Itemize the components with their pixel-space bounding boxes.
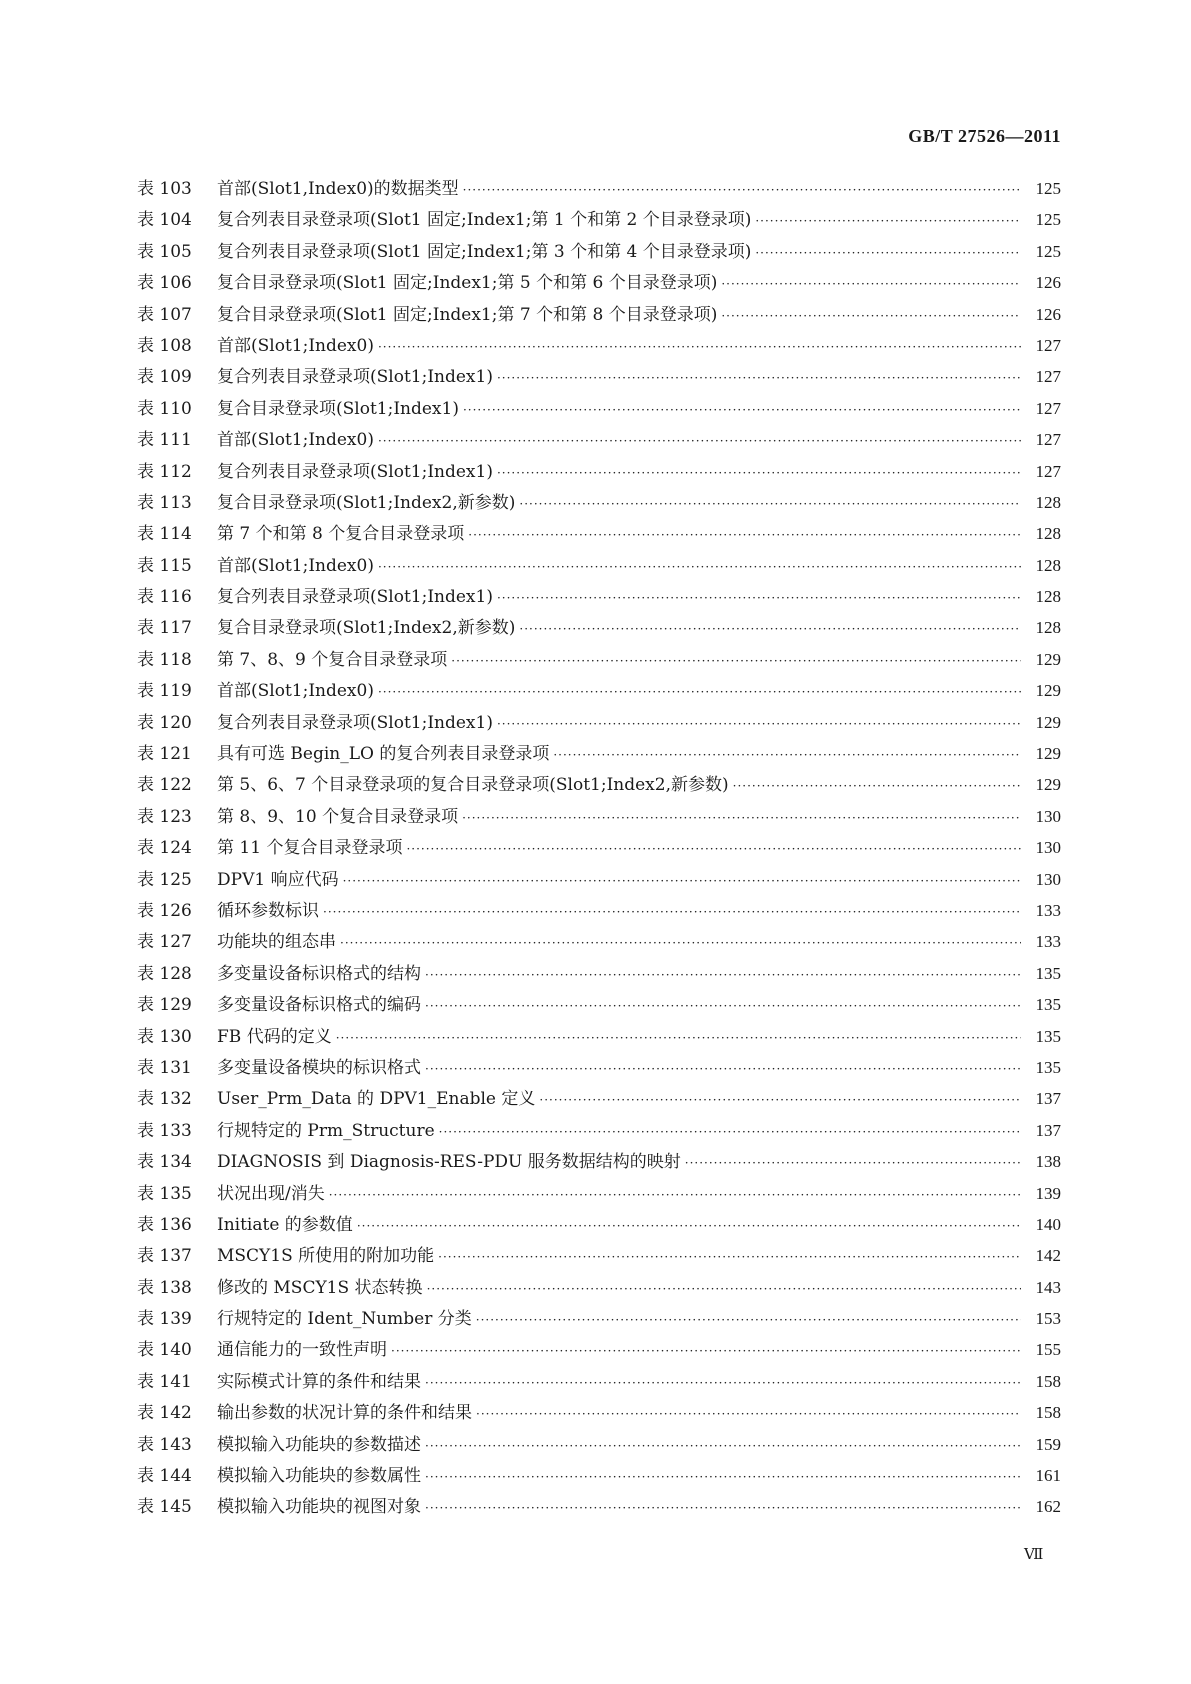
toc-entry-page-number: 135 xyxy=(1035,1026,1061,1046)
toc-entry[interactable] xyxy=(137,618,1061,649)
dot-leader xyxy=(336,1028,1021,1048)
toc-entry-page-number: 126 xyxy=(1035,273,1061,293)
dot-leader xyxy=(425,1467,1021,1487)
toc-entry-page-number: 127 xyxy=(1035,367,1061,387)
toc-entry[interactable] xyxy=(137,681,1061,712)
toc-entry[interactable] xyxy=(137,1089,1061,1120)
dot-leader xyxy=(462,808,1021,828)
toc-entry-label: 表 116 xyxy=(137,587,192,608)
toc-entry-page-number: 138 xyxy=(1035,1152,1061,1172)
toc-entry[interactable] xyxy=(137,807,1061,838)
toc-entry-label: 表 127 xyxy=(137,932,192,953)
toc-entry[interactable] xyxy=(137,744,1061,775)
toc-entry[interactable] xyxy=(137,1466,1061,1497)
dot-leader xyxy=(329,1185,1021,1205)
toc-entry-label: 表 138 xyxy=(137,1277,192,1298)
toc-entry-label: 表 125 xyxy=(137,869,192,890)
toc-entry-title: 复合目录登录项(Slot1;Index2,新参数) xyxy=(217,618,516,639)
toc-entry-label: 表 139 xyxy=(137,1309,192,1330)
toc-entry-page-number: 143 xyxy=(1035,1277,1061,1297)
toc-entry-title: 第 7 个和第 8 个复合目录登录项 xyxy=(217,524,465,545)
toc-entry-label: 表 114 xyxy=(137,524,192,545)
toc-entry-title: 实际模式计算的条件和结果 xyxy=(217,1371,421,1392)
toc-entry-page-number: 127 xyxy=(1035,398,1061,418)
toc-entry-label: 表 141 xyxy=(137,1371,192,1392)
toc-entry-title: 首部(Slot1;Index0) xyxy=(217,555,374,576)
toc-entry-title: 多变量设备标识格式的结构 xyxy=(217,963,421,984)
toc-entry-page-number: 127 xyxy=(1035,461,1061,481)
toc-entry-title: 第 8、9、10 个复合目录登录项 xyxy=(217,806,459,827)
dot-leader xyxy=(427,1279,1021,1299)
toc-entry-page-number: 128 xyxy=(1035,524,1061,544)
dot-leader xyxy=(323,902,1021,922)
toc-entry[interactable] xyxy=(137,1372,1061,1403)
dot-leader xyxy=(406,839,1021,859)
toc-entry[interactable] xyxy=(137,305,1061,336)
dot-leader xyxy=(685,1153,1021,1173)
toc-entry-page-number: 137 xyxy=(1035,1120,1061,1140)
toc-entry[interactable] xyxy=(137,493,1061,524)
toc-entry-page-number: 129 xyxy=(1035,775,1061,795)
toc-entry-title: Initiate 的参数值 xyxy=(217,1214,353,1235)
toc-entry-page-number: 130 xyxy=(1035,806,1061,826)
toc-entry-label: 表 140 xyxy=(137,1340,192,1361)
toc-entry[interactable] xyxy=(137,524,1061,555)
toc-entry-page-number: 162 xyxy=(1035,1497,1061,1517)
toc-entry-title: 模拟输入功能块的参数描述 xyxy=(217,1434,421,1455)
dot-leader xyxy=(519,619,1021,639)
toc-entry-label: 表 112 xyxy=(137,461,192,482)
toc-entry[interactable] xyxy=(137,1246,1061,1277)
toc-entry-title: DPV1 响应代码 xyxy=(217,869,339,890)
toc-entry-label: 表 118 xyxy=(137,649,192,670)
dot-leader xyxy=(425,1436,1021,1456)
dot-leader xyxy=(378,557,1021,577)
dot-leader xyxy=(425,1498,1021,1518)
toc-entry[interactable] xyxy=(137,179,1061,210)
toc-entry[interactable] xyxy=(137,367,1061,398)
toc-entry-title: 首部(Slot1;Index0) xyxy=(217,681,374,702)
toc-entry-label: 表 136 xyxy=(137,1214,192,1235)
dot-leader xyxy=(343,871,1021,891)
toc-entry-title: 复合目录登录项(Slot1;Index1) xyxy=(217,398,459,419)
toc-entry[interactable] xyxy=(137,210,1061,241)
dot-leader xyxy=(463,400,1021,420)
toc-entry[interactable] xyxy=(137,1309,1061,1340)
toc-entry-title: 复合列表目录登录项(Slot1;Index1) xyxy=(217,587,493,608)
toc-entry-label: 表 106 xyxy=(137,273,192,294)
toc-entry-title: 第 5、6、7 个目录登录项的复合目录登录项(Slot1;Index2,新参数) xyxy=(217,775,729,796)
toc-entry-page-number: 129 xyxy=(1035,712,1061,732)
toc-entry[interactable] xyxy=(137,1403,1061,1434)
toc-entry-page-number: 133 xyxy=(1035,932,1061,952)
toc-entry-label: 表 135 xyxy=(137,1183,192,1204)
dot-leader xyxy=(539,1090,1021,1110)
toc-entry-page-number: 158 xyxy=(1035,1403,1061,1423)
toc-entry[interactable] xyxy=(137,995,1061,1026)
dot-leader xyxy=(733,776,1021,796)
dot-leader xyxy=(476,1404,1021,1424)
toc-entry-page-number: 130 xyxy=(1035,869,1061,889)
toc-entry-title: 模拟输入功能块的视图对象 xyxy=(217,1497,421,1518)
toc-entry-page-number: 158 xyxy=(1035,1371,1061,1391)
dot-leader xyxy=(425,1059,1021,1079)
dot-leader xyxy=(468,525,1021,545)
toc-entry-page-number: 129 xyxy=(1035,744,1061,764)
toc-entry[interactable] xyxy=(137,399,1061,430)
toc-entry-page-number: 127 xyxy=(1035,430,1061,450)
toc-entry-page-number: 159 xyxy=(1035,1434,1061,1454)
toc-entry-label: 表 142 xyxy=(137,1403,192,1424)
toc-entry-label: 表 117 xyxy=(137,618,192,639)
toc-entry-title: 首部(Slot1,Index0)的数据类型 xyxy=(217,179,459,199)
toc-entry-page-number: 135 xyxy=(1035,995,1061,1015)
toc-entry-label: 表 129 xyxy=(137,995,192,1016)
toc-entry-label: 表 126 xyxy=(137,900,192,921)
dot-leader xyxy=(476,1310,1021,1330)
toc-entry[interactable] xyxy=(137,242,1061,273)
toc-entry[interactable] xyxy=(137,932,1061,963)
toc-entry-title: 复合列表目录登录项(Slot1;Index1) xyxy=(217,367,493,388)
toc-entry-label: 表 132 xyxy=(137,1089,192,1110)
toc-entry-title: 多变量设备标识格式的编码 xyxy=(217,995,421,1016)
toc-entry-label: 表 104 xyxy=(137,210,192,231)
toc-entry-label: 表 143 xyxy=(137,1434,192,1455)
toc-entry[interactable] xyxy=(137,430,1061,461)
standard-number: GB/T 27526—2011 xyxy=(908,126,1061,146)
toc-entry-label: 表 105 xyxy=(137,241,192,262)
toc-entry-title: 首部(Slot1;Index0) xyxy=(217,335,374,356)
toc-entry-title: 状况出现/消失 xyxy=(217,1183,325,1204)
toc-entry[interactable] xyxy=(137,273,1061,304)
toc-entry-label: 表 128 xyxy=(137,963,192,984)
toc-entry-page-number: 135 xyxy=(1035,1057,1061,1077)
toc-entry-label: 表 137 xyxy=(137,1246,192,1267)
toc-entry-page-number: 133 xyxy=(1035,900,1061,920)
toc-entry-title: 具有可选 Begin_LO 的复合列表目录登录项 xyxy=(217,744,550,765)
toc-entry-title: 行规特定的 Prm_Structure xyxy=(217,1120,435,1141)
toc-entry-page-number: 137 xyxy=(1035,1089,1061,1109)
dot-leader xyxy=(721,306,1021,326)
toc-entry-label: 表 131 xyxy=(137,1057,192,1078)
dot-leader xyxy=(463,180,1021,200)
dot-leader xyxy=(425,1373,1021,1393)
toc-entry-page-number: 135 xyxy=(1035,963,1061,983)
toc-entry-label: 表 124 xyxy=(137,838,192,859)
dot-leader xyxy=(357,1216,1021,1236)
toc-entry-title: 复合列表目录登录项(Slot1;Index1) xyxy=(217,712,493,733)
toc-entry-page-number: 128 xyxy=(1035,587,1061,607)
toc-entry[interactable] xyxy=(137,1121,1061,1152)
dot-leader xyxy=(755,243,1021,263)
toc-entry-title: 循环参数标识 xyxy=(217,900,319,921)
toc-entry-title: 第 11 个复合目录登录项 xyxy=(217,838,403,859)
toc-entry-title: 输出参数的状况计算的条件和结果 xyxy=(217,1403,472,1424)
dot-leader xyxy=(378,682,1021,702)
toc-entry-title: 复合目录登录项(Slot1 固定;Index1;第 5 个和第 6 个目录登录项) xyxy=(217,273,718,294)
toc-entry[interactable] xyxy=(137,1184,1061,1215)
toc-entry-title: MSCY1S 所使用的附加功能 xyxy=(217,1246,435,1267)
toc-entry-title: 第 7、8、9 个复合目录登录项 xyxy=(217,649,448,670)
toc-entry-page-number: 128 xyxy=(1035,492,1061,512)
toc-entry[interactable] xyxy=(137,336,1061,367)
toc-entry-page-number: 140 xyxy=(1035,1214,1061,1234)
toc-entry-label: 表 110 xyxy=(137,398,192,419)
toc-entry-title: DIAGNOSIS 到 Diagnosis-RES-PDU 服务数据结构的映射 xyxy=(217,1152,681,1173)
toc-entry-label: 表 122 xyxy=(137,775,192,796)
toc-entry[interactable] xyxy=(137,1435,1061,1466)
dot-leader xyxy=(439,1122,1021,1142)
toc-entry-label: 表 123 xyxy=(137,806,192,827)
toc-entry[interactable] xyxy=(137,1058,1061,1089)
toc-entry-title: 修改的 MSCY1S 状态转换 xyxy=(217,1277,423,1298)
toc-entry-page-number: 153 xyxy=(1035,1309,1061,1329)
toc-entry-label: 表 103 xyxy=(137,179,192,199)
toc-entry-title: 功能块的组态串 xyxy=(217,932,336,953)
toc-entry[interactable] xyxy=(137,650,1061,681)
dot-leader xyxy=(755,211,1021,231)
table-of-contents xyxy=(137,179,1061,1529)
toc-entry-page-number: 130 xyxy=(1035,838,1061,858)
toc-entry-page-number: 128 xyxy=(1035,555,1061,575)
toc-entry[interactable] xyxy=(137,1497,1061,1528)
toc-entry-label: 表 130 xyxy=(137,1026,192,1047)
toc-entry[interactable] xyxy=(137,901,1061,932)
toc-entry-page-number: 125 xyxy=(1035,210,1061,230)
toc-entry[interactable] xyxy=(137,587,1061,618)
toc-entry-label: 表 111 xyxy=(137,430,192,451)
dot-leader xyxy=(553,745,1021,765)
toc-entry-page-number: 129 xyxy=(1035,681,1061,701)
toc-entry-page-number: 128 xyxy=(1035,618,1061,638)
toc-entry-label: 表 115 xyxy=(137,555,192,576)
toc-entry-page-number: 125 xyxy=(1035,241,1061,261)
toc-entry-title: User_Prm_Data 的 DPV1_Enable 定义 xyxy=(217,1089,536,1110)
toc-entry-label: 表 107 xyxy=(137,304,192,325)
toc-entry-label: 表 133 xyxy=(137,1120,192,1141)
toc-entry[interactable] xyxy=(137,870,1061,901)
toc-entry[interactable] xyxy=(137,1215,1061,1246)
dot-leader xyxy=(497,463,1021,483)
toc-entry-label: 表 120 xyxy=(137,712,192,733)
toc-entry-page-number: 125 xyxy=(1035,179,1061,198)
toc-entry-page-number: 126 xyxy=(1035,304,1061,324)
toc-entry-page-number: 142 xyxy=(1035,1246,1061,1266)
toc-entry[interactable] xyxy=(137,1027,1061,1058)
toc-entry-label: 表 134 xyxy=(137,1152,192,1173)
dot-leader xyxy=(340,933,1021,953)
toc-entry[interactable] xyxy=(137,838,1061,869)
toc-entry-title: 多变量设备模块的标识格式 xyxy=(217,1057,421,1078)
toc-entry-title: 复合目录登录项(Slot1 固定;Index1;第 7 个和第 8 个目录登录项) xyxy=(217,304,718,325)
toc-entry[interactable] xyxy=(137,964,1061,995)
toc-entry-title: 复合目录登录项(Slot1;Index2,新参数) xyxy=(217,492,516,513)
toc-entry[interactable] xyxy=(137,556,1061,587)
toc-entry-title: 行规特定的 Ident_Number 分类 xyxy=(217,1309,472,1330)
dot-leader xyxy=(391,1341,1021,1361)
toc-entry-label: 表 121 xyxy=(137,744,192,765)
page-folio: Ⅶ xyxy=(1024,1547,1044,1563)
toc-entry-title: 复合列表目录登录项(Slot1 固定;Index1;第 3 个和第 4 个目录登录项) xyxy=(217,241,752,262)
toc-entry-label: 表 108 xyxy=(137,335,192,356)
toc-entry-label: 表 145 xyxy=(137,1497,192,1518)
toc-entry-page-number: 139 xyxy=(1035,1183,1061,1203)
toc-entry-title: 模拟输入功能块的参数属性 xyxy=(217,1466,421,1487)
dot-leader xyxy=(378,337,1021,357)
toc-entry-label: 表 109 xyxy=(137,367,192,388)
toc-entry-title: 首部(Slot1;Index0) xyxy=(217,430,374,451)
toc-entry-label: 表 113 xyxy=(137,492,192,513)
dot-leader xyxy=(497,588,1021,608)
toc-entry[interactable] xyxy=(137,1340,1061,1371)
toc-entry-title: 复合列表目录登录项(Slot1 固定;Index1;第 1 个和第 2 个目录登录项) xyxy=(217,210,752,231)
toc-entry-page-number: 161 xyxy=(1035,1466,1061,1486)
dot-leader xyxy=(425,996,1021,1016)
dot-leader xyxy=(451,651,1021,671)
dot-leader xyxy=(519,494,1021,514)
toc-entry-label: 表 119 xyxy=(137,681,192,702)
toc-entry[interactable] xyxy=(137,775,1061,806)
dot-leader xyxy=(497,368,1021,388)
toc-entry-title: 通信能力的一致性声明 xyxy=(217,1340,387,1361)
toc-entry-title: 复合列表目录登录项(Slot1;Index1) xyxy=(217,461,493,482)
toc-entry-title: FB 代码的定义 xyxy=(217,1026,332,1047)
toc-entry-page-number: 129 xyxy=(1035,649,1061,669)
dot-leader xyxy=(438,1247,1021,1267)
dot-leader xyxy=(721,274,1021,294)
toc-entry-label: 表 144 xyxy=(137,1466,192,1487)
toc-entry[interactable] xyxy=(137,462,1061,493)
dot-leader xyxy=(378,431,1021,451)
toc-entry-page-number: 155 xyxy=(1035,1340,1061,1360)
dot-leader xyxy=(425,965,1021,985)
dot-leader xyxy=(497,714,1021,734)
toc-entry-page-number: 127 xyxy=(1035,335,1061,355)
toc-entry[interactable] xyxy=(137,713,1061,744)
toc-entry[interactable] xyxy=(137,1152,1061,1183)
toc-entry[interactable] xyxy=(137,1278,1061,1309)
